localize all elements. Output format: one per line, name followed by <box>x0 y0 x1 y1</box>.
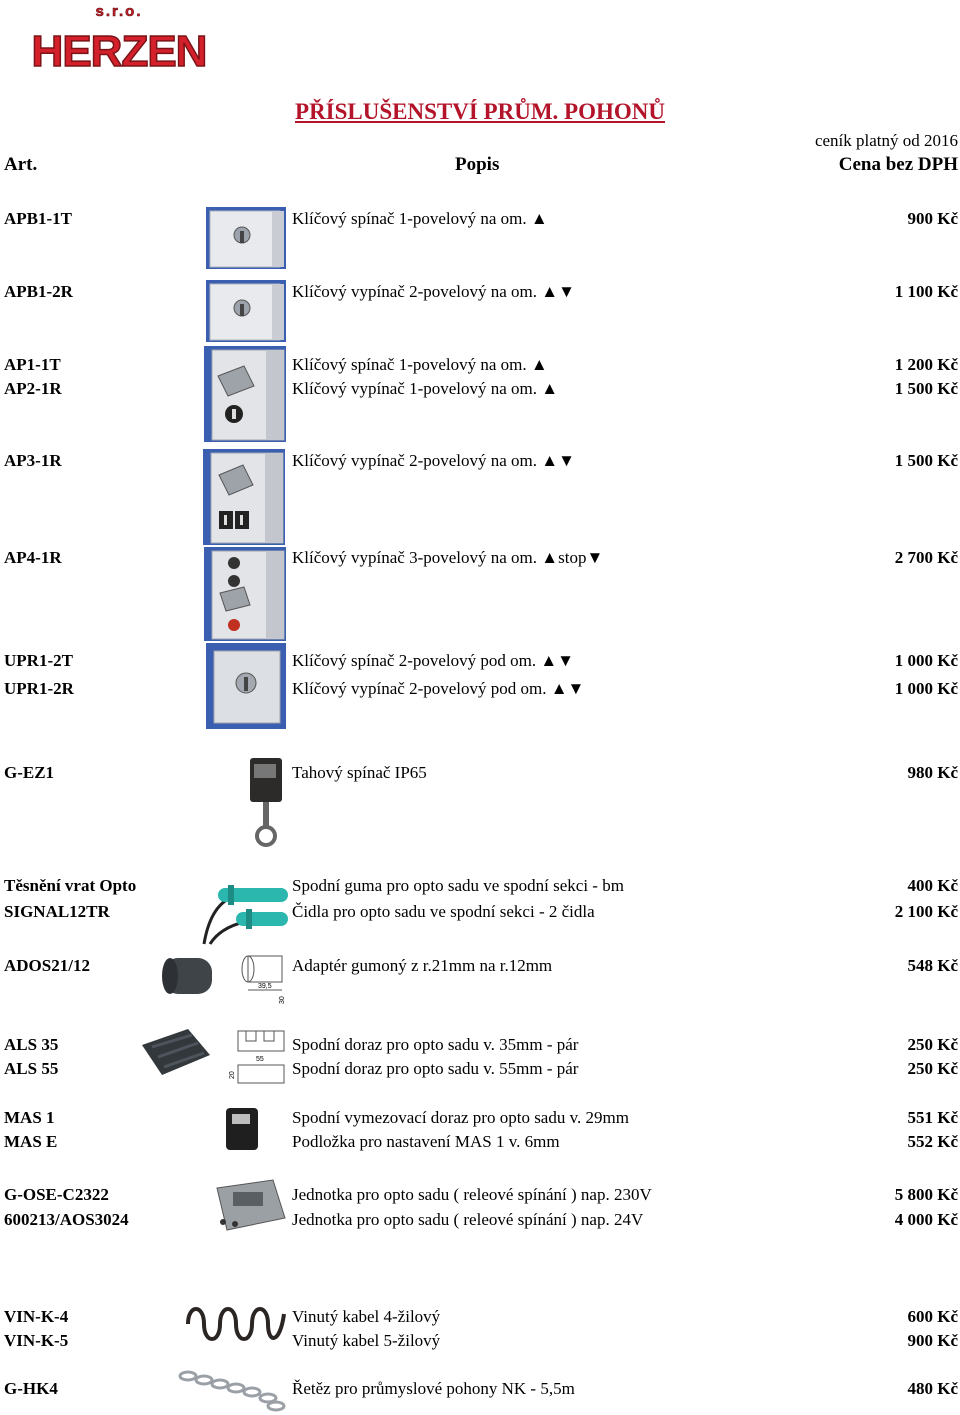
item-article: VIN-K-5 <box>4 1331 69 1350</box>
key-switch-image <box>206 280 286 342</box>
pull-switch-image <box>244 756 288 848</box>
item-description: Tahový spínač IP65 <box>292 763 427 782</box>
item-price: 1 500 Kč <box>894 379 958 398</box>
item-price: 552 Kč <box>907 1132 958 1151</box>
item-price: 980 Kč <box>907 763 958 782</box>
header-description: Popis <box>455 154 500 175</box>
item-article: APB1-1T <box>4 209 72 228</box>
flush-key-switch-image <box>206 643 286 729</box>
header-price: Cena bez DPH <box>838 154 958 175</box>
item-price: 2 700 Kč <box>894 548 958 567</box>
key-switch-box-image <box>203 449 285 545</box>
item-article: MAS 1 <box>4 1108 55 1127</box>
item-article: 600213/AOS3024 <box>4 1210 129 1229</box>
item-description: Řetěz pro průmyslové pohony NK - 5,5m <box>292 1379 575 1398</box>
item-description: Spodní doraz pro opto sadu v. 55mm - pár <box>292 1059 579 1078</box>
item-description: Klíčový spínač 1-povelový na om. ▲ <box>292 209 548 228</box>
item-article: G-HK4 <box>4 1379 58 1398</box>
logo-herzen-text: HERZEN <box>31 27 207 72</box>
item-price: 400 Kč <box>907 876 958 895</box>
ados-dim-height: 30 <box>279 996 286 1004</box>
item-description: Klíčový vypínač 3-povelový na om. ▲stop▼ <box>292 548 604 567</box>
item-article: ALS 55 <box>4 1059 59 1078</box>
item-description: Jednotka pro opto sadu ( releové spínání ) nap. 24V <box>292 1210 644 1229</box>
item-article: SIGNAL12TR <box>4 902 110 921</box>
ados-dim-width: 39,5 <box>258 983 272 990</box>
coiled-cable-image <box>180 1294 288 1354</box>
rubber-adapter-image <box>158 952 288 1012</box>
item-article: UPR1-2R <box>4 679 74 698</box>
item-price: 1 000 Kč <box>894 651 958 670</box>
item-description: Spodní guma pro opto sadu ve spodní sekci - bm <box>292 876 624 895</box>
item-description: Klíčový vypínač 2-povelový na om. ▲▼ <box>292 451 575 470</box>
item-description: Adaptér gumoný z r.21mm na r.12mm <box>292 956 553 975</box>
item-article: APB1-2R <box>4 282 73 301</box>
item-description: Klíčový vypínač 1-povelový na om. ▲ <box>292 379 559 398</box>
item-description: Vinutý kabel 5-žilový <box>292 1331 441 1350</box>
item-article: Těsnění vrat Opto <box>4 876 137 895</box>
item-price: 480 Kč <box>907 1379 958 1398</box>
bottom-stop-image <box>138 1025 288 1087</box>
item-article: ALS 35 <box>4 1035 59 1054</box>
item-price: 551 Kč <box>907 1108 958 1127</box>
item-price: 600 Kč <box>907 1307 958 1326</box>
header-art: Art. <box>4 154 38 175</box>
item-price: 1 000 Kč <box>894 679 958 698</box>
control-unit-image <box>213 1178 289 1232</box>
item-price: 548 Kč <box>907 956 958 975</box>
item-description: Spodní vymezovací doraz pro opto sadu v. 29mm <box>292 1108 629 1127</box>
key-switch-box-image <box>204 346 286 442</box>
limit-stop-image <box>222 1104 262 1154</box>
key-switch-image <box>206 207 286 269</box>
item-description: Klíčový vypínač 2-povelový pod om. ▲▼ <box>292 679 585 698</box>
item-description: Čidla pro opto sadu ve spodní sekci - 2 čidla <box>292 902 595 921</box>
als-dim-height: 20 <box>229 1071 236 1079</box>
item-description: Podložka pro nastavení MAS 1 v. 6mm <box>292 1132 560 1151</box>
item-description: Klíčový spínač 1-povelový na om. ▲ <box>292 355 548 374</box>
opto-sensor-image <box>200 878 292 946</box>
validity-note: ceník platný od 2016 <box>814 131 958 150</box>
item-description: Klíčový vypínač 2-povelový na om. ▲▼ <box>292 282 575 301</box>
item-price: 900 Kč <box>907 209 958 228</box>
logo-sro-text: s.r.o. <box>95 3 143 20</box>
herzen-logo <box>14 2 224 72</box>
item-description: Vinutý kabel 4-žilový <box>292 1307 441 1326</box>
item-article: G-OSE-C2322 <box>4 1185 109 1204</box>
item-article: UPR1-2T <box>4 651 73 670</box>
item-article: VIN-K-4 <box>4 1307 69 1326</box>
item-article: AP3-1R <box>4 451 62 470</box>
item-article: G-EZ1 <box>4 763 55 782</box>
item-price: 1 100 Kč <box>894 282 958 301</box>
item-price: 5 800 Kč <box>894 1185 958 1204</box>
item-article: AP2-1R <box>4 379 62 398</box>
item-article: ADOS21/12 <box>4 956 90 975</box>
item-price: 250 Kč <box>907 1059 958 1078</box>
als-dim-width: 55 <box>256 1056 264 1063</box>
item-description: Spodní doraz pro opto sadu v. 35mm - pár <box>292 1035 579 1054</box>
item-price: 4 000 Kč <box>894 1210 958 1229</box>
item-article: MAS E <box>4 1132 58 1151</box>
item-article: AP1-1T <box>4 355 61 374</box>
key-switch-box-image <box>204 547 286 641</box>
item-price: 1 500 Kč <box>894 451 958 470</box>
item-description: Jednotka pro opto sadu ( releové spínání ) nap. 230V <box>292 1185 652 1204</box>
item-article: AP4-1R <box>4 548 62 567</box>
page-title: PŘÍSLUŠENSTVÍ PRŮM. POHONŮ <box>295 99 665 124</box>
chain-image <box>176 1366 288 1412</box>
item-price: 250 Kč <box>907 1035 958 1054</box>
item-description: Klíčový spínač 2-povelový pod om. ▲▼ <box>292 651 575 670</box>
item-price: 2 100 Kč <box>894 902 958 921</box>
item-price: 900 Kč <box>907 1331 958 1350</box>
item-price: 1 200 Kč <box>894 355 958 374</box>
